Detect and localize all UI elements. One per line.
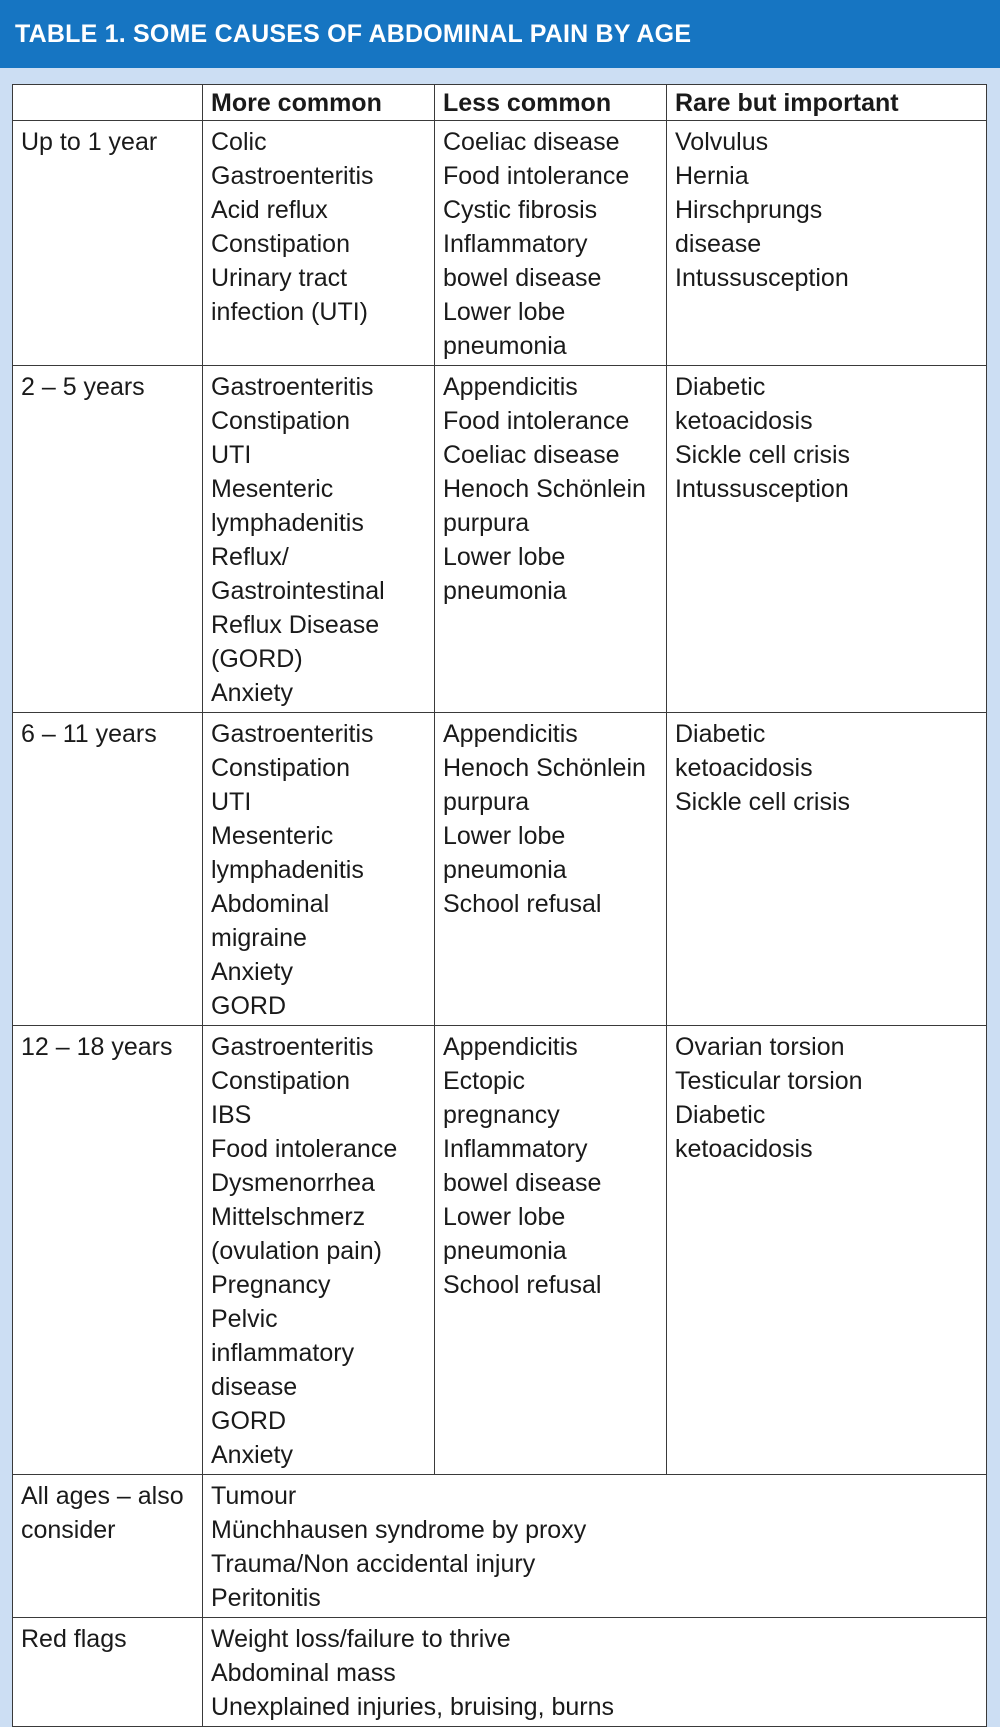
table-row-all-ages bbox=[13, 1475, 987, 1618]
header-age bbox=[13, 85, 203, 121]
cause-line: Anxiety bbox=[211, 958, 293, 986]
cause-line: disease bbox=[211, 1373, 298, 1401]
cause-line: disease bbox=[675, 230, 762, 258]
cause-line: Pelvic bbox=[211, 1305, 278, 1333]
cause-line: Food intolerance bbox=[211, 1135, 398, 1163]
cause-line: Pregnancy bbox=[211, 1271, 331, 1299]
cause-line: School refusal bbox=[443, 1271, 602, 1299]
cause-line: Food intolerance bbox=[443, 162, 630, 190]
age-cell bbox=[13, 121, 203, 366]
cause-line: Constipation bbox=[211, 230, 350, 258]
cause-line: Tumour bbox=[211, 1482, 297, 1510]
header-rare: Rare but important bbox=[667, 85, 987, 121]
cause-line: purpura bbox=[443, 788, 530, 816]
causes-table bbox=[12, 84, 987, 1727]
more-common-cell bbox=[203, 366, 435, 713]
cause-line: Unexplained injuries, bruising, burns bbox=[211, 1693, 615, 1721]
rare-cell bbox=[667, 1026, 987, 1475]
cause-line: migraine bbox=[211, 924, 307, 952]
age-cell bbox=[13, 1475, 203, 1618]
cause-line: Food intolerance bbox=[443, 407, 630, 435]
rare-cell bbox=[667, 366, 987, 713]
cause-line: Mesenteric bbox=[211, 475, 334, 503]
cause-line: Volvulus bbox=[675, 128, 769, 156]
cause-line: Appendicitis bbox=[443, 1033, 578, 1061]
cause-line: Henoch Schönlein bbox=[443, 475, 646, 503]
cause-line: Sickle cell crisis bbox=[675, 788, 851, 816]
age-line: 2 – 5 years bbox=[21, 373, 145, 401]
cause-line: Anxiety bbox=[211, 1441, 293, 1469]
age-cell bbox=[13, 366, 203, 713]
cause-line: pneumonia bbox=[443, 1237, 567, 1265]
header-row bbox=[13, 85, 987, 121]
cause-line: lymphadenitis bbox=[211, 509, 364, 537]
less-common-cell bbox=[435, 121, 667, 366]
cause-line: (ovulation pain) bbox=[211, 1237, 382, 1265]
less-common-cell bbox=[435, 1026, 667, 1475]
cause-line: Urinary tract bbox=[211, 264, 348, 292]
cause-line: Diabetic bbox=[675, 720, 766, 748]
cause-line: Reflux Disease bbox=[211, 611, 380, 639]
cause-line: infection (UTI) bbox=[211, 298, 368, 326]
table-row bbox=[13, 1026, 987, 1475]
age-line: Up to 1 year bbox=[21, 128, 158, 156]
cause-line: Abdominal bbox=[211, 890, 330, 918]
cause-line: Ectopic bbox=[443, 1067, 525, 1095]
cause-line: Peritonitis bbox=[211, 1584, 321, 1612]
cause-line: Gastroenteritis bbox=[211, 162, 374, 190]
age-line: consider bbox=[21, 1516, 116, 1544]
cause-line: Appendicitis bbox=[443, 720, 578, 748]
cause-line: Testicular torsion bbox=[675, 1067, 863, 1095]
more-common-cell bbox=[203, 1026, 435, 1475]
cause-line: Intussusception bbox=[675, 264, 849, 292]
cause-line: Constipation bbox=[211, 407, 350, 435]
table-row-red-flags bbox=[13, 1618, 987, 1727]
header-less-common: Less common bbox=[435, 85, 667, 121]
cause-line: Lower lobe bbox=[443, 543, 566, 571]
cause-line: bowel disease bbox=[443, 264, 602, 292]
header-more-common: More common bbox=[203, 85, 435, 121]
cause-line: School refusal bbox=[443, 890, 602, 918]
cause-line: Inflammatory bbox=[443, 1135, 588, 1163]
cause-line: Cystic fibrosis bbox=[443, 196, 598, 224]
cause-line: ketoacidosis bbox=[675, 754, 813, 782]
cause-line: GORD bbox=[211, 992, 286, 1020]
cause-line: Abdominal mass bbox=[211, 1659, 396, 1687]
table-row bbox=[13, 366, 987, 713]
cause-line: Gastrointestinal bbox=[211, 577, 385, 605]
age-line: All ages – also bbox=[21, 1482, 184, 1510]
table-row bbox=[13, 121, 987, 366]
cause-line: ketoacidosis bbox=[675, 1135, 813, 1163]
age-line: 6 – 11 years bbox=[21, 720, 157, 748]
cause-line: Trauma/Non accidental injury bbox=[211, 1550, 536, 1578]
cause-line: Constipation bbox=[211, 1067, 350, 1095]
cause-line: pregnancy bbox=[443, 1101, 560, 1129]
cause-line: ketoacidosis bbox=[675, 407, 813, 435]
cause-line: UTI bbox=[211, 441, 252, 469]
age-line: 12 – 18 years bbox=[21, 1033, 173, 1061]
cause-line: Constipation bbox=[211, 754, 350, 782]
cause-line: Gastroenteritis bbox=[211, 1033, 374, 1061]
cause-line: IBS bbox=[211, 1101, 252, 1129]
cause-line: Coeliac disease bbox=[443, 441, 620, 469]
cause-line: Diabetic bbox=[675, 1101, 766, 1129]
cause-line: Münchhausen syndrome by proxy bbox=[211, 1516, 587, 1544]
cause-line: Sickle cell crisis bbox=[675, 441, 851, 469]
cause-line: pneumonia bbox=[443, 332, 567, 360]
age-cell bbox=[13, 1618, 203, 1727]
table-title-banner bbox=[0, 0, 1000, 68]
cause-line: Gastroenteritis bbox=[211, 373, 374, 401]
cause-line: Ovarian torsion bbox=[675, 1033, 845, 1061]
table-title: TABLE 1. SOME CAUSES OF ABDOMINAL PAIN BY AGE bbox=[15, 19, 692, 48]
cause-line: Henoch Schönlein bbox=[443, 754, 646, 782]
cause-line: Hernia bbox=[675, 162, 749, 190]
cause-line: inflammatory bbox=[211, 1339, 355, 1367]
cause-line: Appendicitis bbox=[443, 373, 578, 401]
cause-line: lymphadenitis bbox=[211, 856, 364, 884]
cause-line: Lower lobe bbox=[443, 822, 566, 850]
more-common-cell bbox=[203, 713, 435, 1026]
cause-line: pneumonia bbox=[443, 856, 567, 884]
less-common-cell bbox=[435, 713, 667, 1026]
cause-line: Hirschprungs bbox=[675, 196, 823, 224]
consider-cell bbox=[203, 1475, 987, 1618]
cause-line: Reflux/ bbox=[211, 543, 289, 571]
rare-cell bbox=[667, 713, 987, 1026]
rare-cell bbox=[667, 121, 987, 366]
cause-line: Colic bbox=[211, 128, 267, 156]
cause-line: Gastroenteritis bbox=[211, 720, 374, 748]
cause-line: Intussusception bbox=[675, 475, 849, 503]
cause-line: GORD bbox=[211, 1407, 286, 1435]
cause-line: Weight loss/failure to thrive bbox=[211, 1625, 511, 1653]
cause-line: Lower lobe bbox=[443, 1203, 566, 1231]
red-flags-cell bbox=[203, 1618, 987, 1727]
age-line: Red flags bbox=[21, 1625, 127, 1653]
cause-line: (GORD) bbox=[211, 645, 303, 673]
cause-line: Lower lobe bbox=[443, 298, 566, 326]
cause-line: Diabetic bbox=[675, 373, 766, 401]
cause-line: Mesenteric bbox=[211, 822, 334, 850]
cause-line: pneumonia bbox=[443, 577, 567, 605]
cause-line: Anxiety bbox=[211, 679, 293, 707]
cause-line: Mittelschmerz bbox=[211, 1203, 366, 1231]
cause-line: purpura bbox=[443, 509, 530, 537]
age-cell bbox=[13, 713, 203, 1026]
cause-line: UTI bbox=[211, 788, 252, 816]
cause-line: Dysmenorrhea bbox=[211, 1169, 375, 1197]
more-common-cell bbox=[203, 121, 435, 366]
cause-line: bowel disease bbox=[443, 1169, 602, 1197]
cause-line: Acid reflux bbox=[211, 196, 328, 224]
cause-line: Coeliac disease bbox=[443, 128, 620, 156]
less-common-cell bbox=[435, 366, 667, 713]
age-cell bbox=[13, 1026, 203, 1475]
table-row bbox=[13, 713, 987, 1026]
cause-line: Inflammatory bbox=[443, 230, 588, 258]
